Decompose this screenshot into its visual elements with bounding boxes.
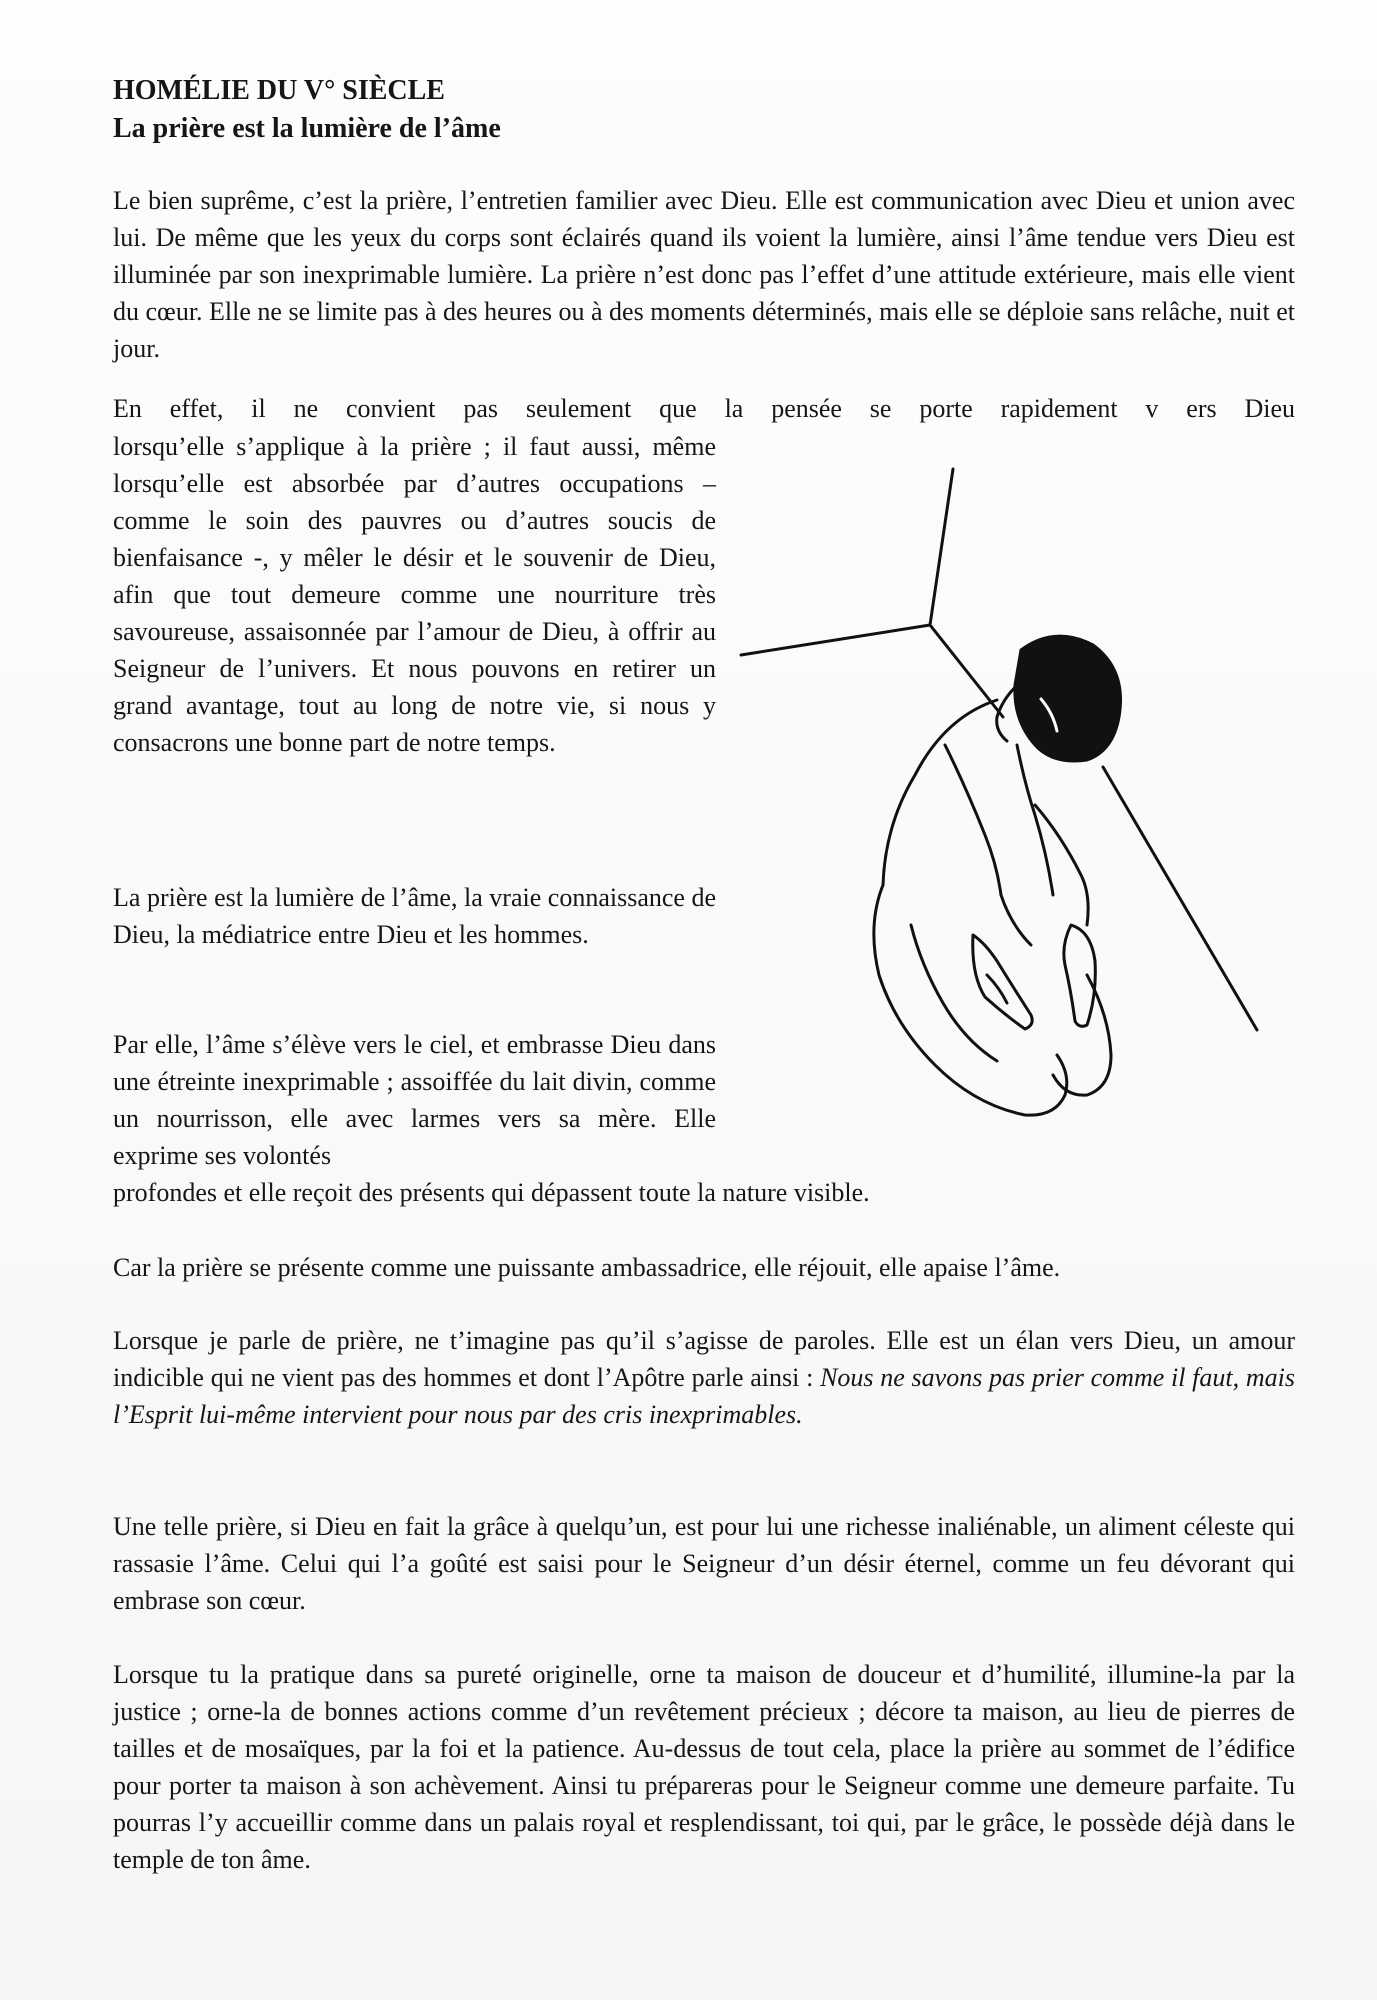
paragraph-6 [113, 1322, 1295, 1433]
right-hand [1064, 925, 1095, 1026]
paragraph-2: lorsqu’elle s’applique à la prière ; il faut aussi, même lorsqu’elle est absorbée par d’autres occupations – comme le soin des pauvres ou d’autres soucis de bienfaisance -, y mêler le désir et le souvenir de Dieu, afin que tout demeure comme une nourriture très savoureuse, assaisonnée par l’amour de Dieu, à offrir au Seigneur de l’univers. Et nous pouvons en retirer un grand avantage, tout au long de notre vie, si nous y consacrons une bonne part de notre temps. [113, 432, 716, 757]
paragraph-6-text: Lorsque je parle de prière, ne t’imagine pas qu’il s’agisse de paroles. Elle est un élan vers Dieu, un amour indicible qui ne vient pas des hommes et dont l’Apôtre parle ainsi : [113, 1326, 1295, 1392]
waist-line [1001, 895, 1031, 945]
head-shape [1015, 636, 1121, 761]
left-finger-line [987, 975, 1007, 1003]
paragraph-2-first-line: En effet, il ne convient pas seulement que la pensée se porte rapidement v ers Dieu [113, 394, 1295, 423]
paragraph-4: Par elle, l’âme s’élève vers le ciel, et embrasse Dieu dans une étreinte inexprimable ; assoiffée du lait divin, comme un nourrisson, elle avec larmes vers sa mère. Elle exprime ses volontés [113, 1030, 716, 1170]
document-subtitle: La prière est la lumière de l’âme [113, 113, 501, 144]
knee-outline [1053, 975, 1111, 1095]
paragraph-4-continued: profondes et elle reçoit des présents qui dépassent toute la nature visible. [113, 1178, 870, 1207]
scripture-quote: Nous ne savons pas prier comme il faut, mais l’Esprit lui-même intervient pour nous par des cris inexprimables. [113, 1363, 1295, 1429]
paragraph-1: Le bien suprême, c’est la prière, l’entretien familier avec Dieu. Elle est communication avec Dieu et union avec lui. De même que les yeux du corps sont éclairés quand ils voient la lumière, ainsi l’âme tendue vers Dieu est illuminée par son inexprimable lumière. La prière n’est donc pas l’effet d’une attitude extérieure, mais elle vient du cœur. Elle ne se limite pas à des heures ou à des moments déterminés, mais elle se déploie sans relâche, nuit et jour. [113, 186, 1295, 363]
paragraph-7: Une telle prière, si Dieu en fait la grâce à quelqu’un, est pour lui une richesse inaliénable, un aliment céleste qui rassasie l’âme. Celui qui l’a goûté est saisi pour le Seigneur d’un désir éternel, comme un feu dévorant qui embrase son cœur. [113, 1512, 1295, 1615]
document-title: HOMÉLIE DU V° SIÈCLE [113, 75, 445, 106]
paragraph-5: Car la prière se présente comme une puissante ambassadrice, elle réjouit, elle apaise l’âme. [113, 1253, 1061, 1282]
paragraph-8: Lorsque tu la pratique dans sa pureté originelle, orne ta maison de douceur et d’humilité, illumine-la par la justice ; orne-la de bonnes actions comme d’un revêtement précieux ; décore ta maison, au lieu de pierres de tailles et de mosaïques, par la foi et la patience. Au-dessus de tout cela, place la prière au sommet de l’édifice pour porter ta maison à son achèvement. Ainsi tu prépareras pour le Seigneur comme une demeure parfaite. Tu pourras l’y accueillir comme dans un palais royal et resplendissant, toi qui, par le grâce, le possède déjà dans le temple de ton âme. [113, 1660, 1295, 1874]
back-outline [883, 700, 997, 885]
floor-right-line [1103, 767, 1257, 1030]
right-arm-outline [1035, 805, 1088, 925]
kneeling-praying-figure-icon [735, 455, 1275, 1155]
paragraph-3: La prière est la lumière de l’âme, la vraie connaissance de Dieu, la médiatrice entre Dieu et les hommes. [113, 883, 716, 949]
left-arm-outline [945, 745, 1001, 895]
wall-corner-line [930, 469, 953, 625]
wall-left-line [741, 625, 930, 655]
left-hand [973, 935, 1032, 1029]
heading-block [113, 72, 501, 148]
legs-outline [874, 885, 1067, 1115]
